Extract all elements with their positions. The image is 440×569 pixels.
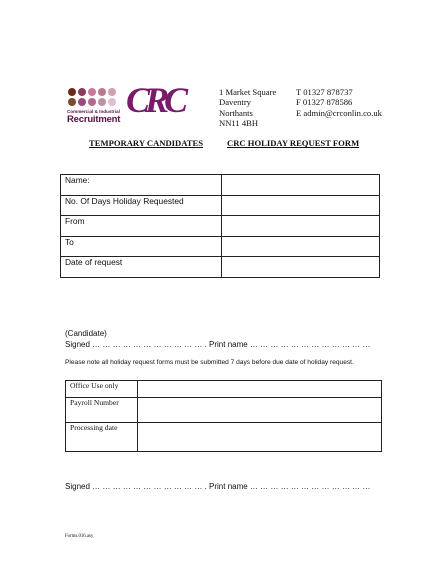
logo-dot — [108, 98, 116, 106]
address-line: Northants — [219, 107, 253, 118]
table-row — [66, 381, 382, 398]
payroll-number-field[interactable] — [138, 398, 382, 423]
logo-monogram: CRC — [126, 80, 184, 120]
contact-block — [296, 87, 382, 118]
payroll-number-label: Payroll Number — [66, 398, 138, 423]
processing-date-field[interactable] — [138, 423, 382, 452]
to-field[interactable] — [222, 236, 380, 257]
address-line: Daventry — [219, 97, 251, 108]
address-block — [219, 87, 276, 128]
office-use-table — [65, 380, 382, 452]
table-row — [61, 216, 380, 237]
table-row — [61, 175, 380, 196]
table-row — [66, 423, 382, 452]
from-label: From — [61, 216, 222, 237]
to-label: To — [61, 236, 222, 257]
logo-dot — [78, 98, 86, 106]
processing-date-label: Processing date — [66, 423, 138, 452]
email-line: E admin@crconlin.co.uk — [296, 107, 382, 118]
date-of-request-label: Date of request — [61, 257, 222, 278]
days-requested-label: No. Of Days Holiday Requested — [61, 195, 222, 216]
address-line: NN11 4BH — [219, 117, 259, 128]
fax-line: F 01327 878586 — [296, 97, 353, 108]
logo-dot — [108, 88, 116, 96]
name-label: Name: — [61, 175, 222, 196]
from-field[interactable] — [222, 216, 380, 237]
office-signature-line[interactable]: Signed … … … … … … … … … … … . Print name … … … … … … … … … … … … — [65, 482, 371, 491]
title-left: TEMPORARY CANDIDATES — [89, 138, 204, 148]
logo-tagline: Commercial & Industrial — [67, 109, 120, 114]
form-reference: Forms.016.asy — [65, 534, 94, 539]
table-row — [61, 236, 380, 257]
table-row — [61, 257, 380, 278]
logo-dot — [88, 98, 96, 106]
logo-dot — [68, 88, 76, 96]
table-row — [66, 398, 382, 423]
logo-dot — [98, 98, 106, 106]
phone-line: T 01327 878737 — [296, 87, 353, 97]
date-of-request-field[interactable] — [222, 257, 380, 278]
candidate-signature-line[interactable]: Signed … … … … … … … … … … … . Print name … … … … … … … … … … … … — [65, 340, 371, 349]
candidate-heading: (Candidate) — [65, 329, 107, 338]
logo-wordmark: Recruitment — [67, 114, 121, 125]
submission-note: Please note all holiday request forms must be submitted 7 days before due date of holiday request. — [65, 359, 354, 366]
days-requested-field[interactable] — [222, 195, 380, 216]
table-row — [61, 195, 380, 216]
office-use-label: Office Use only — [66, 381, 138, 398]
office-use-field[interactable] — [138, 381, 382, 398]
title-right: CRC HOLIDAY REQUEST FORM — [227, 138, 360, 148]
address-line: 1 Market Square — [219, 87, 277, 97]
logo-dot — [78, 88, 86, 96]
holiday-request-table — [60, 174, 380, 278]
logo-dot — [68, 98, 76, 106]
name-field[interactable] — [222, 175, 380, 196]
logo-dot — [88, 88, 96, 96]
logo-dot — [98, 88, 106, 96]
